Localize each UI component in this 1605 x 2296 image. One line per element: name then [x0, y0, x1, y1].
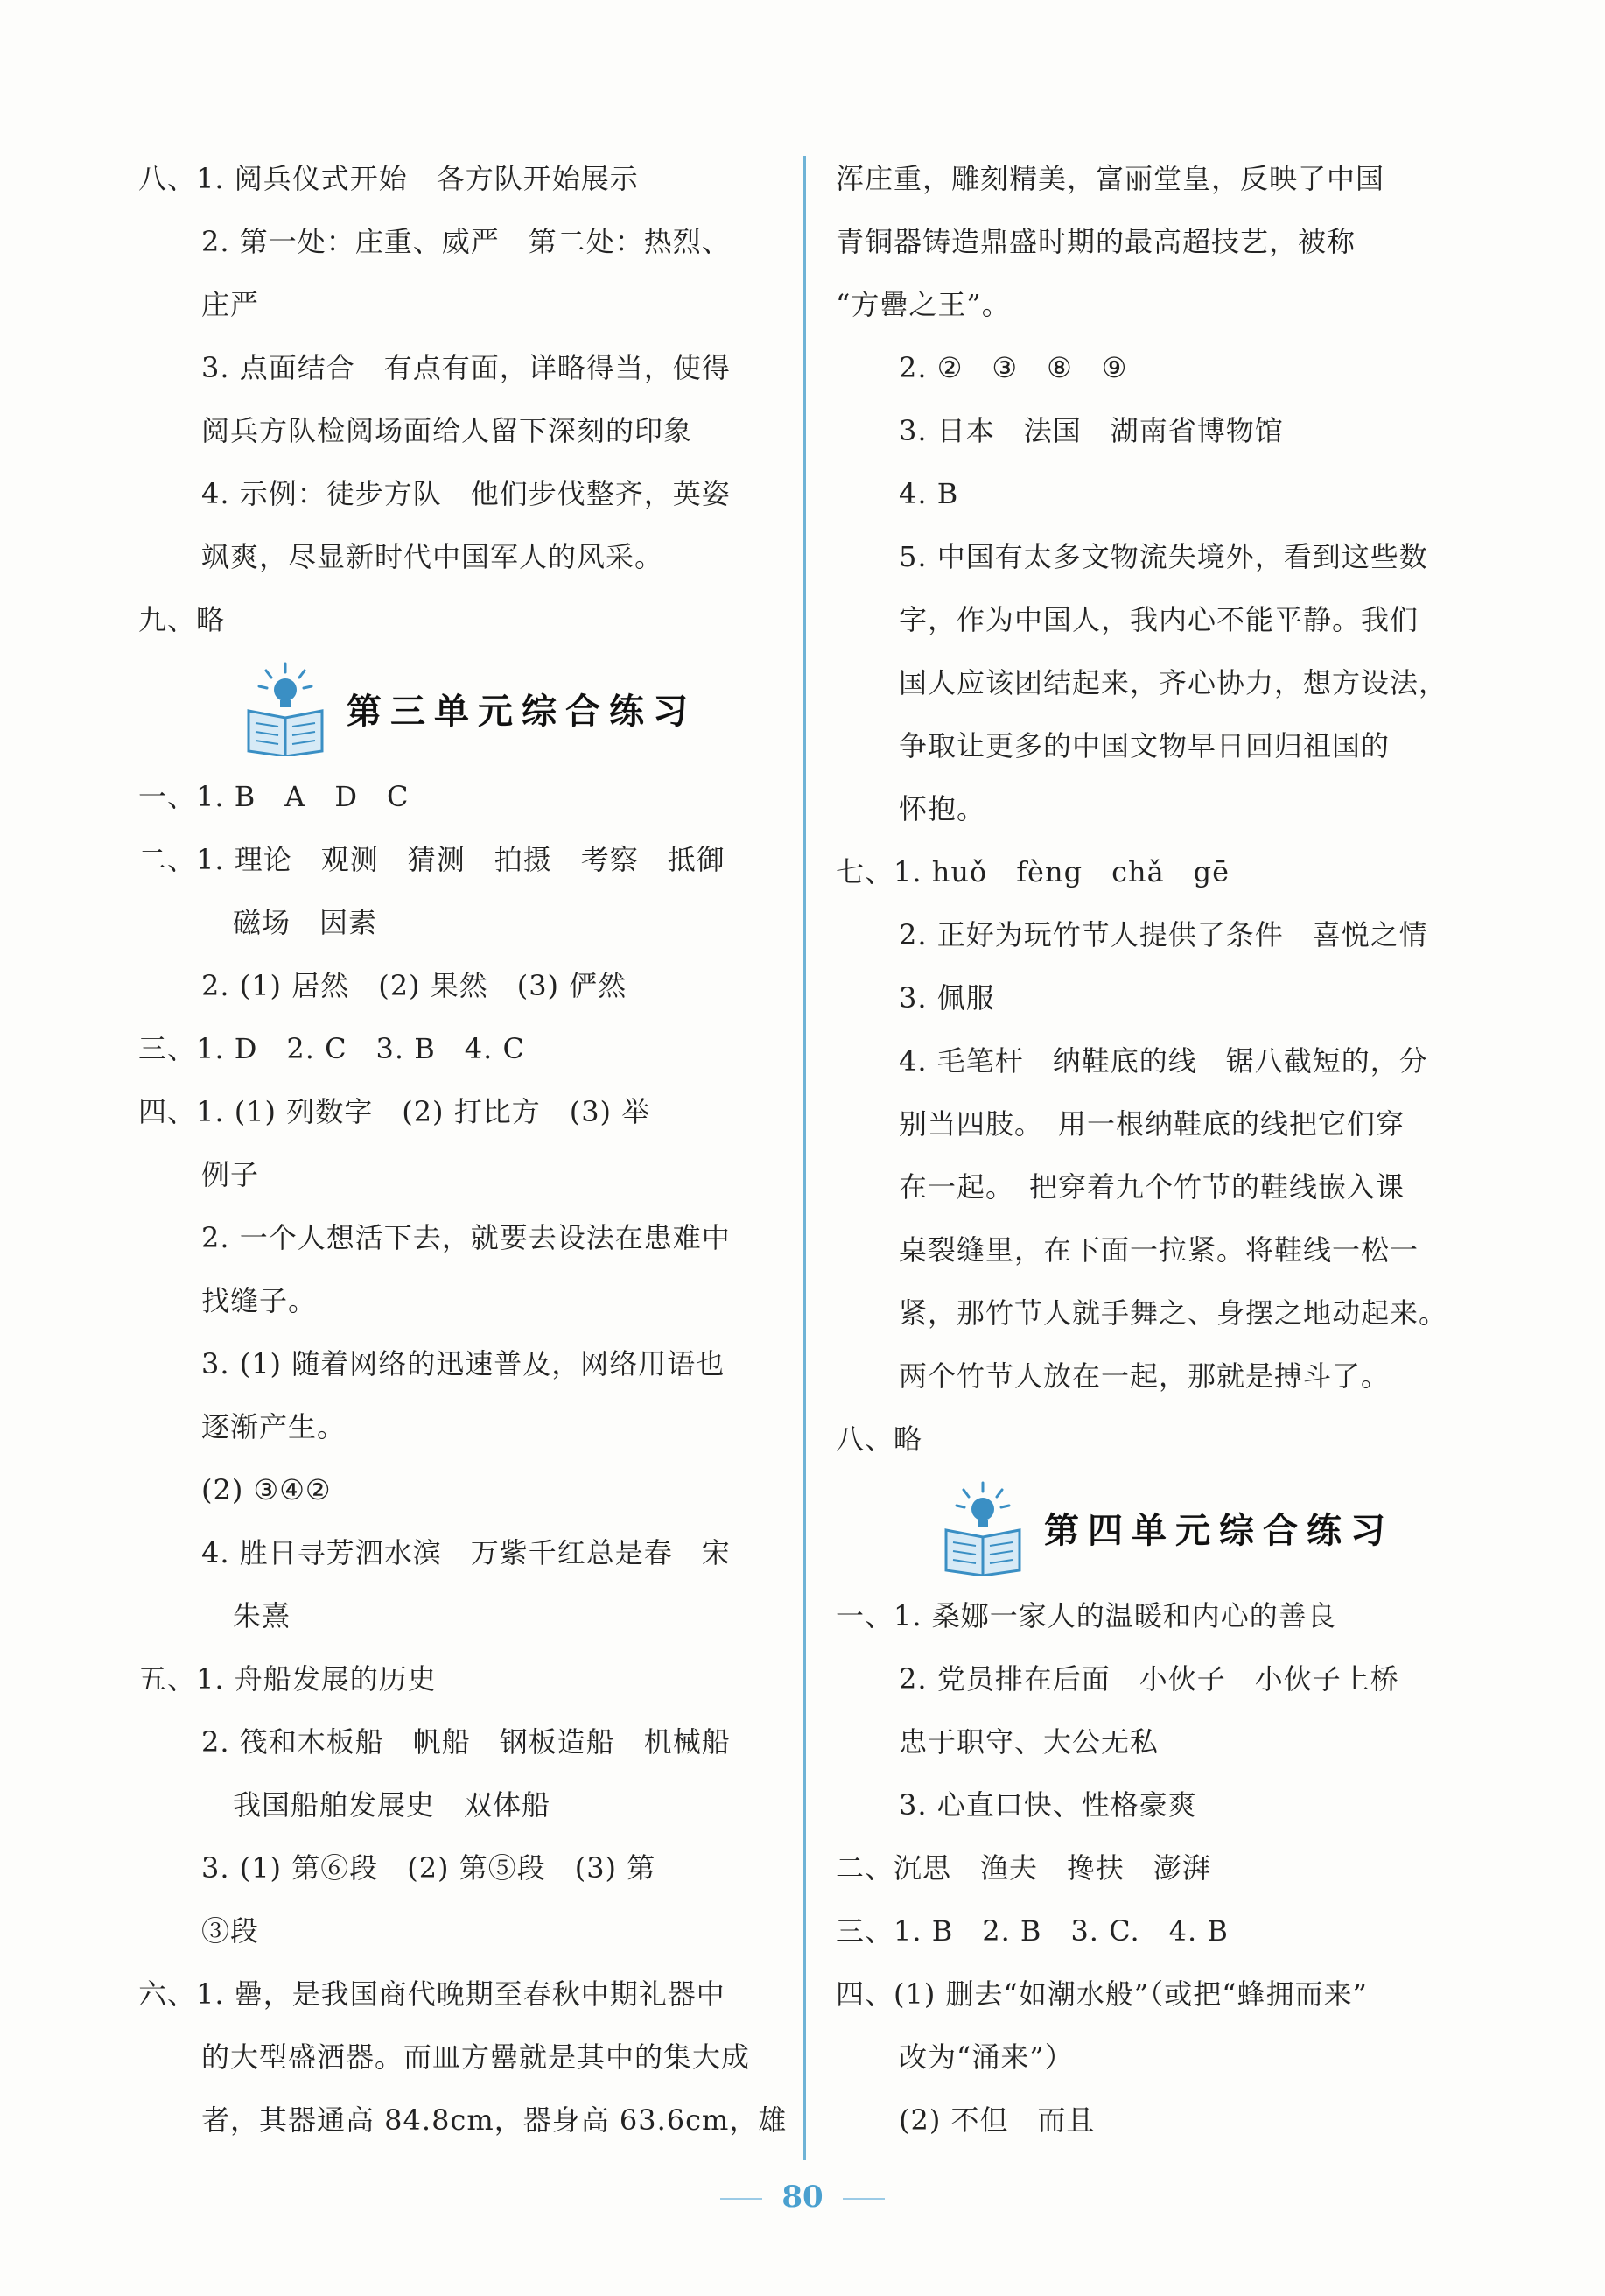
answer-line: 5. 中国有太多文物流失境外，看到这些数 [899, 540, 1428, 573]
answer-line: 六、1. 罍，是我国商代晚期至春秋中期礼器中 [138, 1977, 725, 2011]
answer-line: 四、(1) 删去“如潮水般”（或把“蜂拥而来” [836, 1977, 1368, 2011]
answer-line: ③段 [201, 1914, 260, 1948]
answer-line: 庄严 [201, 288, 260, 321]
answer-line: 2. 正好为玩竹节人提供了条件 喜悦之情 [899, 918, 1428, 951]
answer-line: (2) 不但 而且 [899, 2103, 1096, 2137]
answer-line: 一、1. B A D C [138, 780, 410, 813]
answer-line: 2. 筏和木板船 帆船 钢板造船 机械船 [201, 1725, 731, 1759]
answer-line: 三、1. D 2. C 3. B 4. C [138, 1032, 525, 1065]
answer-line: 争取让更多的中国文物早日回归祖国的 [899, 729, 1391, 762]
answer-line: 2. ② ③ ⑧ ⑨ [899, 351, 1128, 384]
answer-line: 二、1. 理论 观测 猜测 拍摄 考察 抵御 [138, 843, 725, 876]
answer-line: 九、略 [138, 603, 226, 636]
answer-line: 国人应该团结起来，齐心协力，想方设法， [899, 666, 1448, 699]
right-column [836, 147, 1475, 2152]
page-number: 80 [781, 2180, 824, 2215]
answer-line: 我国船舶发展史 双体船 [233, 1788, 551, 1822]
answer-line: 青铜器铸造鼎盛时期的最高超技艺，被称 [836, 225, 1356, 258]
answer-line: 磁场 因素 [233, 906, 378, 939]
book-lightbulb-icon [941, 1479, 1025, 1576]
answer-line: 一、1. 桑娜一家人的温暖和内心的善良 [836, 1599, 1336, 1632]
answer-line: 四、1. (1) 列数字 (2) 打比方 (3) 举 [138, 1095, 651, 1128]
answer-line: 3. 点面结合 有点有面，详略得当，使得 [201, 351, 731, 384]
left-column [138, 147, 786, 2152]
answer-line: 2. 一个人想活下去，就要去设法在患难中 [201, 1221, 731, 1254]
answer-line: 朱熹 [233, 1599, 291, 1632]
book-lightbulb-icon [243, 660, 327, 756]
footer-dash [720, 2198, 762, 2200]
answer-line: 2. 党员排在后面 小伙子 小伙子上桥 [899, 1662, 1399, 1696]
section-title: 第四单元综合练习 [1044, 1510, 1394, 1551]
section-title: 第三单元综合练习 [347, 691, 697, 732]
answer-line: 阅兵方队检阅场面给人留下深刻的印象 [201, 414, 693, 447]
answer-line: 3. 心直口快、性格豪爽 [899, 1788, 1197, 1822]
answer-line: (2) ③④② [201, 1473, 332, 1506]
answer-line: 的大型盛酒器。而皿方罍就是其中的集大成 [201, 2040, 751, 2074]
answer-line: 桌裂缝里，在下面一拉紧。将鞋线一松一 [899, 1233, 1419, 1267]
footer-dash [843, 2198, 885, 2200]
answer-line: 别当四肢。 用一根纳鞋底的线把它们穿 [899, 1107, 1405, 1141]
answer-line: 三、1. B 2. B 3. C. 4. B [836, 1914, 1229, 1948]
answer-line: 八、略 [836, 1422, 923, 1456]
answer-line: 3. 佩服 [899, 981, 995, 1015]
answer-line: 改为“涌来”） [899, 2040, 1074, 2074]
section-heading-unit-3 [138, 651, 786, 765]
answer-line: 例子 [201, 1158, 260, 1191]
answer-line: 八、1. 阅兵仪式开始 各方队开始展示 [138, 162, 639, 195]
answer-line: 两个竹节人放在一起，那就是搏斗了。 [899, 1359, 1391, 1393]
answer-line: 二、沉思 渔夫 搀扶 澎湃 [836, 1851, 1212, 1885]
answer-line: 字，作为中国人，我内心不能平静。我们 [899, 603, 1419, 636]
answer-line: 飒爽，尽显新时代中国军人的风采。 [201, 540, 664, 573]
answer-line: 七、1. huǒ fèng chǎ gē [836, 855, 1230, 888]
answer-line: 者，其器通高 84.8cm，器身高 63.6cm，雄 [201, 2103, 788, 2137]
answer-line: 逐渐产生。 [201, 1410, 347, 1443]
answer-line: 2. (1) 居然 (2) 果然 (3) 俨然 [201, 969, 627, 1002]
answer-line: 忠于职守、大公无私 [899, 1725, 1160, 1759]
column-divider [803, 156, 806, 2160]
answer-line: 怀抱。 [899, 792, 986, 825]
answer-line: 找缝子。 [201, 1284, 318, 1317]
answer-line: 4. 毛笔杆 纳鞋底的线 锯八截短的，分 [899, 1044, 1428, 1078]
answer-line: 2. 第一处：庄重、威严 第二处：热烈、 [201, 225, 731, 258]
answer-line: “方罍之王”。 [836, 288, 1011, 321]
answer-line: 4. B [899, 477, 959, 510]
answer-line: 五、1. 舟船发展的历史 [138, 1662, 437, 1696]
answer-line: 3. (1) 第⑥段 (2) 第⑤段 (3) 第 [201, 1851, 656, 1885]
answer-line: 4. 示例：徒步方队 他们步伐整齐，英姿 [201, 477, 731, 510]
page-footer [0, 2180, 1605, 2215]
section-heading-unit-4 [836, 1471, 1475, 1584]
answer-line: 3. (1) 随着网络的迅速普及，网络用语也 [201, 1347, 725, 1380]
answer-line: 浑庄重，雕刻精美，富丽堂皇，反映了中国 [836, 162, 1385, 195]
answer-line: 在一起。 把穿着九个竹节的鞋线嵌入课 [899, 1170, 1405, 1204]
answer-line: 3. 日本 法国 湖南省博物馆 [899, 414, 1284, 447]
answer-line: 紧，那竹节人就手舞之、身摆之地动起来。 [899, 1296, 1448, 1330]
answer-line: 4. 胜日寻芳泗水滨 万紫千红总是春 宋 [201, 1536, 731, 1569]
